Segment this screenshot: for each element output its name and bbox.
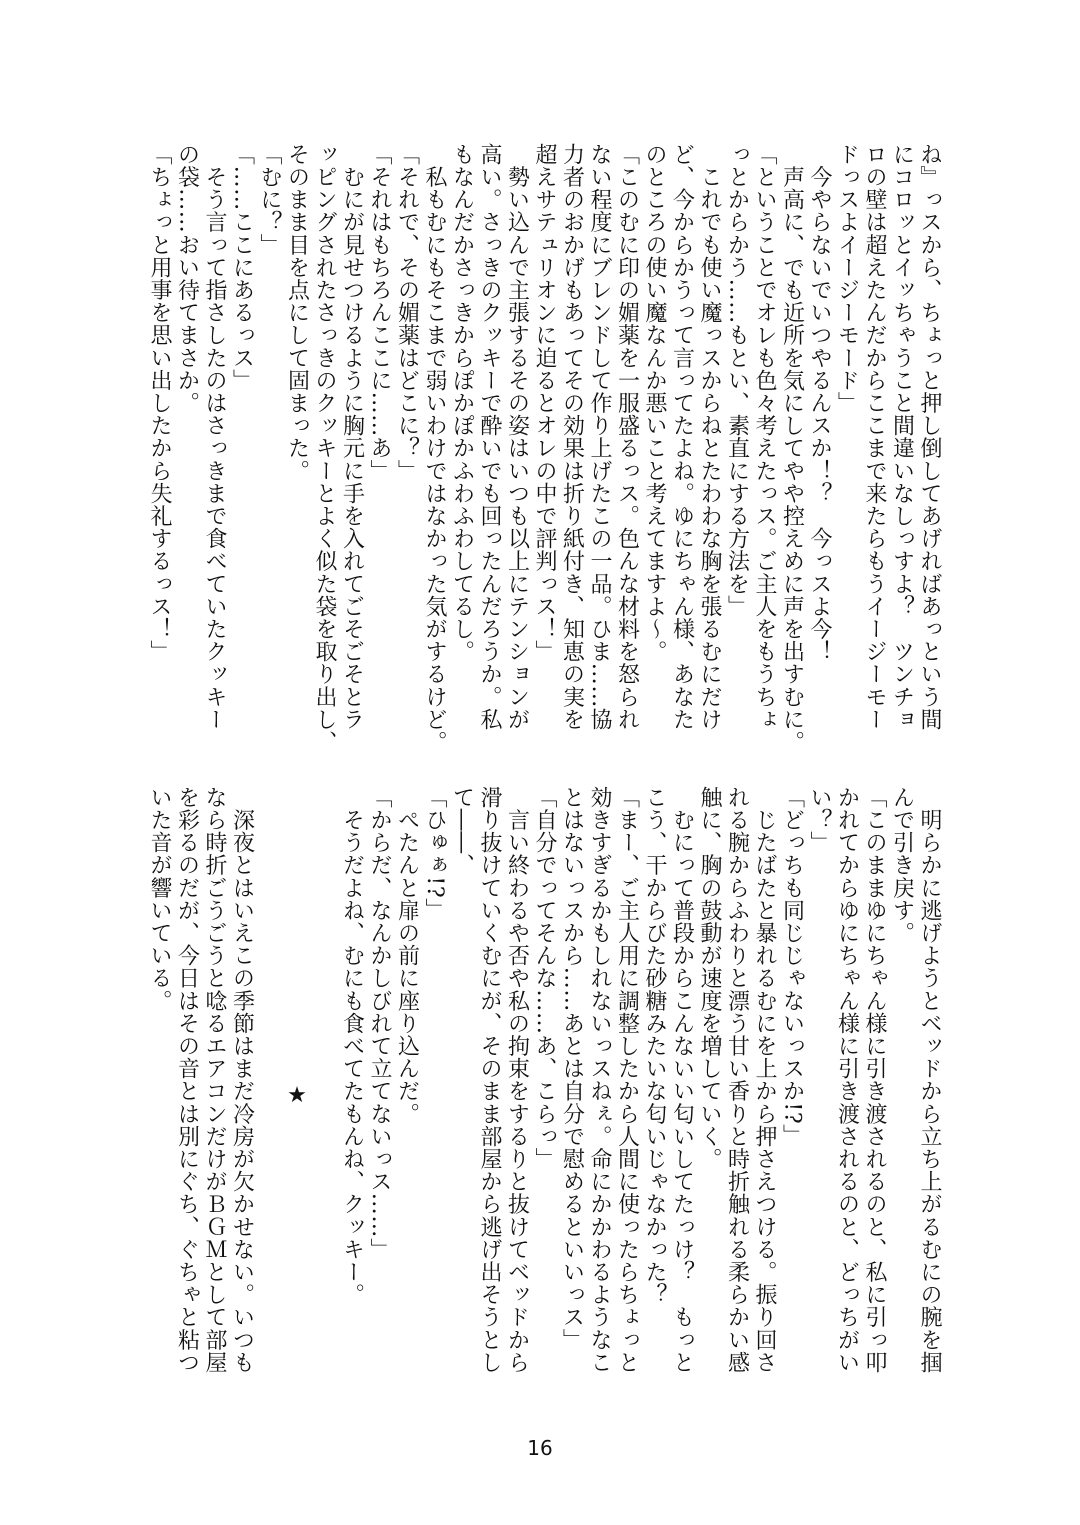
text-line: そのまま目を点にして固まった。 xyxy=(284,143,310,482)
text-line: 「からだ、なんかしびれて立てないっス……」 xyxy=(367,786,392,1261)
text-line: 超えサテュリオンに迫るとオレの中で評判っス！」 xyxy=(532,143,557,663)
text-line: ない程度にブレンドして作り上げたこの一品。ひま……協 xyxy=(587,143,612,731)
text-line: もなんだかさっきからぽかぽかふわふわしてるし。 xyxy=(449,143,475,663)
text-line: にコロッとイッちゃうこと間違いなしっすよ？ ツンチョ xyxy=(889,143,915,731)
text-line xyxy=(311,786,339,1406)
text-line: 「このままゆにちゃん様に引き渡されるのと、私に引っ叩 xyxy=(862,786,887,1374)
text-line: こう、干からびた砂糖みたいな匂いじゃなかった？ xyxy=(642,786,667,1306)
text-line: ドっスよイージーモード」 xyxy=(834,143,860,415)
text-line: むにが見せつけるように胸元に手を入れてごそごそとラ xyxy=(339,143,365,731)
text-line: とはないっスから……あとは自分で慰めるといいっス」 xyxy=(559,786,585,1351)
text-line: っとからかう……もとい、素直にする方法を」 xyxy=(724,143,750,618)
text-line: んで引き戻す。 xyxy=(889,786,915,945)
text-line: 滑り抜けていくむにが、そのまま部屋から逃げ出そうとし xyxy=(477,786,502,1374)
text-line: 「ということでオレも色々考えたっス。ご主人をもうちょ xyxy=(752,143,777,731)
text-line: 触に、胸の鼓動が速度を増していく。 xyxy=(697,786,722,1171)
text-line: 深夜とはいえこの季節はまだ冷房が欠かせない。いつも xyxy=(229,786,255,1374)
text-line: れる腕からふわりと漂う甘い香りと時折触れる柔らかい感 xyxy=(724,786,750,1374)
text-line: そうだよね、むにも食べてたもんね、クッキー。 xyxy=(339,786,365,1306)
text-line: を彩るのだが、今日はその音とは別にぐち、ぐちゃと粘つ xyxy=(174,786,200,1374)
text-line: て――、 xyxy=(449,786,475,877)
text-line: そう言って指さしたのはさっきまで食べていたクッキー xyxy=(202,143,227,731)
text-line: 「それで、その媚薬はどこに？」 xyxy=(394,143,420,482)
text-line: 声高に、でも近所を気にしてやや控えめに声を出すむに。 xyxy=(779,143,805,754)
text-line: 「むに？」 xyxy=(257,143,282,256)
text-line: 「ちょっと用事を思い出したから失礼するっス！」 xyxy=(147,143,172,663)
text-line: 「……ここにあるっス」 xyxy=(229,143,255,392)
text-line: 高い。さっきのクッキーで酔いでも回ったんだろうか。私 xyxy=(477,143,502,731)
text-line: のところの使い魔なんか悪いこと考えてますよ～。 xyxy=(642,143,667,663)
text-line: ッピングされたさっきのクッキーとよく似た袋を取り出し、 xyxy=(312,143,337,754)
text-line: かれてからゆにちゃん様に引き渡されるのと、どっちがい xyxy=(834,786,860,1374)
text-line: 力者のおかげもあってその効果は折り紙付き、知恵の実を xyxy=(559,143,585,731)
text-line xyxy=(256,786,284,1406)
section-separator-star: ★ xyxy=(284,1083,310,1109)
text-line: これでも使い魔っスからねとたわわな胸を張るむにだけ xyxy=(697,143,722,731)
text-line: 効きすぎるかもしれないっスねぇ。命にかかわるようなこ xyxy=(587,786,612,1374)
text-line: 「このむに印の媚薬を一服盛るっス。色んな材料を怒られ xyxy=(614,143,640,731)
text-line: なら時折ごうごうと唸るエアコンだけがＢＧＭとして部屋 xyxy=(202,786,227,1374)
top-text-block xyxy=(146,143,944,763)
text-line: 「まー、ご主人用に調整したから人間に使ったらちょっと xyxy=(614,786,640,1374)
text-line: 言い終わるや否や私の拘束をするりと抜けてベッドから xyxy=(504,786,530,1374)
text-line: ね』っスから、ちょっと押し倒してあげればあっという間 xyxy=(917,143,942,731)
text-line: じたばたと暴れるむにを上から押さえつける。振り回さ xyxy=(752,786,777,1374)
text-line: の袋……おい待てまさか。 xyxy=(174,143,200,415)
text-line: 明らかに逃げようとベッドから立ち上がるむにの腕を掴 xyxy=(917,786,942,1374)
page-number: 16 xyxy=(527,1436,553,1460)
text-line: いた音が響いている。 xyxy=(147,786,172,1012)
bottom-text-block xyxy=(146,786,944,1406)
text-line: 「それはもちろんここに……あ」 xyxy=(367,143,392,482)
text-line: 「どっちも同じじゃないっスか!?」 xyxy=(779,786,805,1147)
text-line: い？」 xyxy=(807,786,832,854)
text-line: ど、今からかうって言ってたよね。ゆにちゃん様、あなた xyxy=(669,143,695,731)
text-line: 今やらないでいつやるんスか！？ 今っスよ今！ xyxy=(807,143,832,663)
text-line: ロの壁は超えたんだからここまで来たらもうイージーモー xyxy=(862,143,887,731)
text-line: 勢い込んで主張するその姿はいつも以上にテンションが xyxy=(504,143,530,731)
text-line: 私もむにもそこまで弱いわけではなかった気がするけど。 xyxy=(422,143,447,754)
text-line: 「自分でってそんな……あ、こらっ」 xyxy=(532,786,557,1171)
text-line: むにって普段からこんないい匂いしてたっけ？ もっと xyxy=(669,786,695,1374)
text-line: ぺたんと扉の前に座り込んだ。 xyxy=(394,786,420,1125)
text-line: 「ひゅぁ!?」 xyxy=(422,786,447,921)
